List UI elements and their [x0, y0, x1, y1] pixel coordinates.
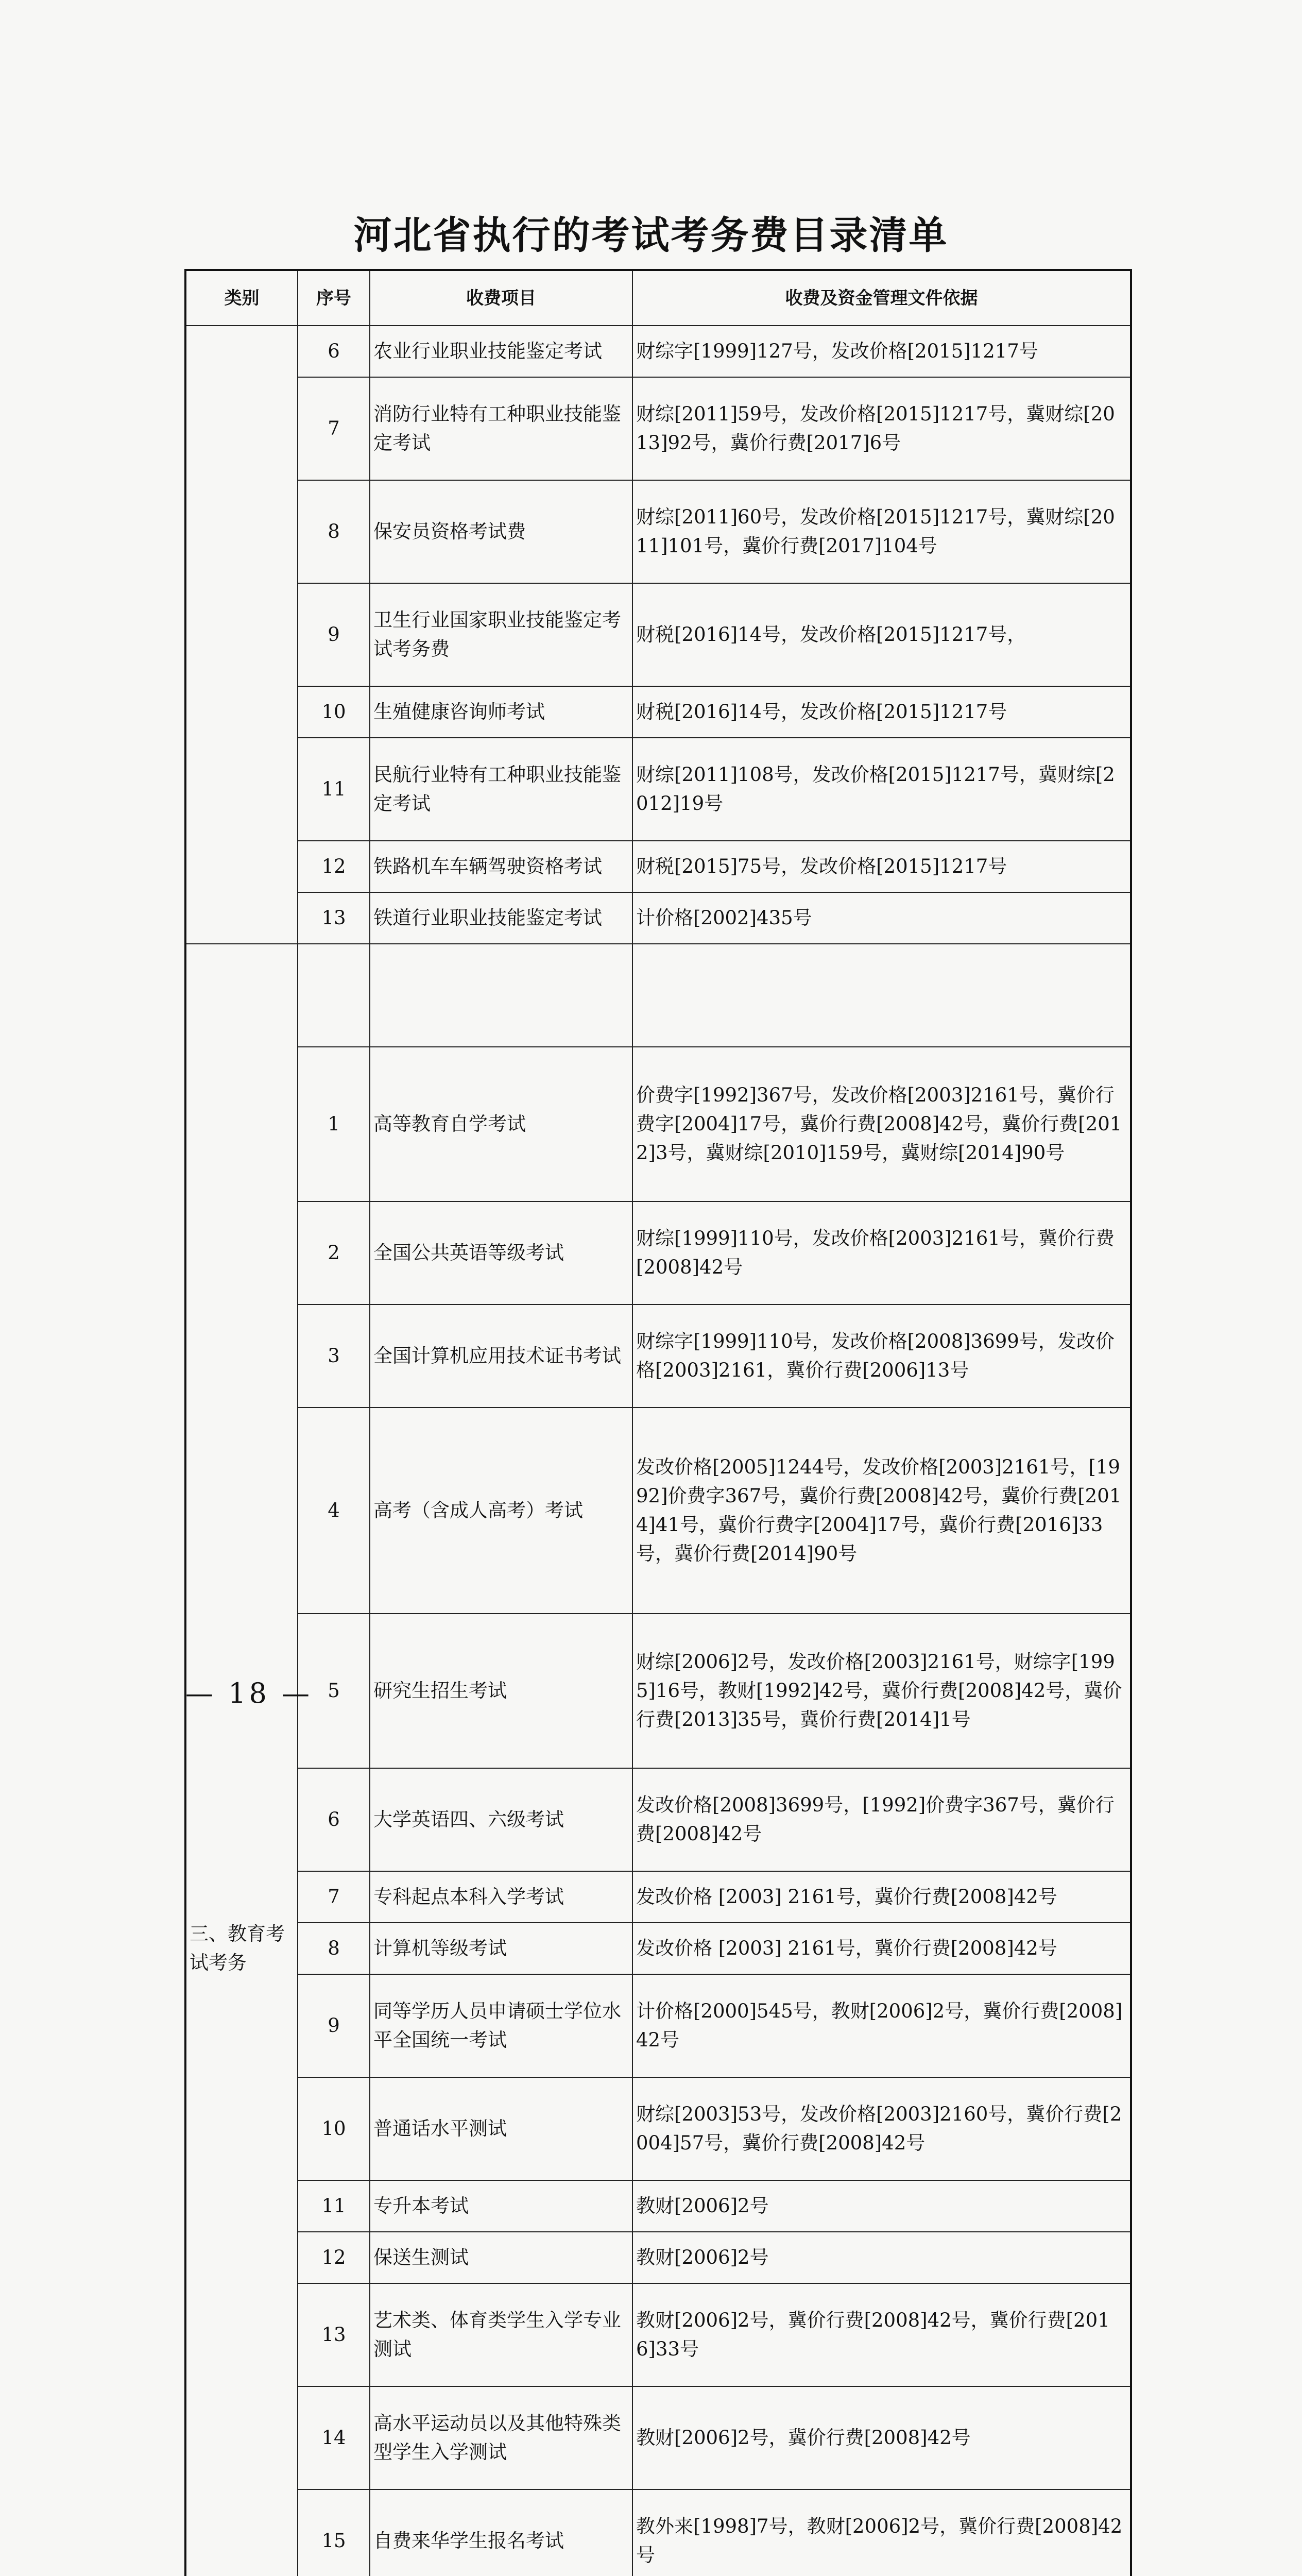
seq-cell: 11 — [298, 2180, 370, 2232]
basis-cell: 财税[2016]14号，发改价格[2015]1217号 — [632, 686, 1131, 738]
table-row — [185, 1201, 1131, 1304]
table-row — [185, 1614, 1131, 1768]
item-cell: 保送生测试 — [370, 2232, 632, 2283]
basis-cell: 计价格[2000]545号，教财[2006]2号，冀价行费[2008]42号 — [632, 1974, 1131, 2077]
item-cell: 铁道行业职业技能鉴定考试 — [370, 892, 632, 944]
table-row — [185, 480, 1131, 583]
table-row — [185, 2386, 1131, 2489]
page-title: 河北省执行的考试考务费目录清单 — [353, 213, 949, 258]
header-seq: 序号 — [298, 270, 370, 326]
table-row — [185, 1923, 1131, 1974]
seq-cell — [298, 944, 370, 1047]
category-cell-previous — [185, 326, 298, 944]
seq-cell: 10 — [298, 2077, 370, 2180]
basis-cell: 财综[2006]2号，发改价格[2003]2161号，财综字[1995]16号，教财[1992]42号，冀价行费[2008]42号，冀价行费[2013]35号，冀价行费[2014]1号 — [632, 1614, 1131, 1768]
seq-cell: 6 — [298, 326, 370, 377]
item-cell: 普通话水平测试 — [370, 2077, 632, 2180]
table-row — [185, 892, 1131, 944]
seq-cell: 7 — [298, 377, 370, 480]
table-row — [185, 2489, 1131, 2576]
basis-cell: 财综[2011]60号，发改价格[2015]1217号，冀财综[2011]101号，冀价行费[2017]104号 — [632, 480, 1131, 583]
item-cell: 大学英语四、六级考试 — [370, 1768, 632, 1871]
basis-cell: 发改价格 [2003] 2161号，冀价行费[2008]42号 — [632, 1923, 1131, 1974]
table-row — [185, 326, 1131, 377]
item-cell: 艺术类、体育类学生入学专业测试 — [370, 2283, 632, 2386]
table-row — [185, 1768, 1131, 1871]
item-cell: 民航行业特有工种职业技能鉴定考试 — [370, 738, 632, 841]
header-category: 类别 — [185, 270, 298, 326]
header-item: 收费项目 — [370, 270, 632, 326]
basis-cell: 财综[2011]59号，发改价格[2015]1217号，冀财综[2013]92号，冀价行费[2017]6号 — [632, 377, 1131, 480]
basis-cell: 财综字[1999]127号，发改价格[2015]1217号 — [632, 326, 1131, 377]
item-cell: 消防行业特有工种职业技能鉴定考试 — [370, 377, 632, 480]
table-header-row — [185, 270, 1131, 326]
basis-cell: 发改价格[2005]1244号，发改价格[2003]2161号，[1992]价费字367号，冀价行费[2008]42号，冀价行费[2014]41号，冀价行费字[2004]17号，冀价行费[2016]33号，冀价行费[2014]90号 — [632, 1408, 1131, 1614]
table-row — [185, 583, 1131, 686]
seq-cell: 4 — [298, 1408, 370, 1614]
seq-cell: 3 — [298, 1304, 370, 1408]
table-row — [185, 2180, 1131, 2232]
header-basis: 收费及资金管理文件依据 — [632, 270, 1131, 326]
table-row — [185, 1871, 1131, 1923]
seq-cell: 12 — [298, 841, 370, 892]
basis-cell: 财综[2003]53号，发改价格[2003]2160号，冀价行费[2004]57号，冀价行费[2008]42号 — [632, 2077, 1131, 2180]
seq-cell: 8 — [298, 480, 370, 583]
table-row — [185, 1047, 1131, 1201]
seq-cell: 12 — [298, 2232, 370, 2283]
item-cell — [370, 944, 632, 1047]
seq-cell: 1 — [298, 1047, 370, 1201]
table-row — [185, 944, 1131, 1047]
table-row — [185, 2232, 1131, 2283]
item-cell: 铁路机车车辆驾驶资格考试 — [370, 841, 632, 892]
basis-cell: 发改价格 [2003] 2161号，冀价行费[2008]42号 — [632, 1871, 1131, 1923]
basis-cell: 发改价格[2008]3699号，[1992]价费字367号，冀价行费[2008]42号 — [632, 1768, 1131, 1871]
basis-cell: 财综[1999]110号，发改价格[2003]2161号，冀价行费[2008]42号 — [632, 1201, 1131, 1304]
table-row — [185, 2283, 1131, 2386]
seq-cell: 15 — [298, 2489, 370, 2576]
table-row — [185, 1408, 1131, 1614]
basis-cell: 教外来[1998]7号，教财[2006]2号，冀价行费[2008]42号 — [632, 2489, 1131, 2576]
item-cell: 生殖健康咨询师考试 — [370, 686, 632, 738]
item-cell: 专升本考试 — [370, 2180, 632, 2232]
seq-cell: 11 — [298, 738, 370, 841]
seq-cell: 7 — [298, 1871, 370, 1923]
item-cell: 自费来华学生报名考试 — [370, 2489, 632, 2576]
item-cell: 计算机等级考试 — [370, 1923, 632, 1974]
basis-cell — [632, 944, 1131, 1047]
seq-cell: 9 — [298, 1974, 370, 2077]
seq-cell: 5 — [298, 1614, 370, 1768]
seq-cell: 14 — [298, 2386, 370, 2489]
item-cell: 全国公共英语等级考试 — [370, 1201, 632, 1304]
basis-cell: 教财[2006]2号，冀价行费[2008]42号，冀价行费[2016]33号 — [632, 2283, 1131, 2386]
table-row — [185, 841, 1131, 892]
item-cell: 高等教育自学考试 — [370, 1047, 632, 1201]
item-cell: 全国计算机应用技术证书考试 — [370, 1304, 632, 1408]
item-cell: 专科起点本科入学考试 — [370, 1871, 632, 1923]
basis-cell: 价费字[1992]367号，发改价格[2003]2161号，冀价行费字[2004]17号，冀价行费[2008]42号，冀价行费[2012]3号，冀财综[2010]159号，冀财综[2014]90号 — [632, 1047, 1131, 1201]
seq-cell: 6 — [298, 1768, 370, 1871]
fee-table — [184, 269, 1132, 2576]
seq-cell: 10 — [298, 686, 370, 738]
basis-cell: 财综字[1999]110号，发改价格[2008]3699号，发改价格[2003]2161，冀价行费[2006]13号 — [632, 1304, 1131, 1408]
seq-cell: 8 — [298, 1923, 370, 1974]
basis-cell: 教财[2006]2号 — [632, 2180, 1131, 2232]
item-cell: 同等学历人员申请硕士学位水平全国统一考试 — [370, 1974, 632, 2077]
basis-cell: 教财[2006]2号，冀价行费[2008]42号 — [632, 2386, 1131, 2489]
table-row — [185, 686, 1131, 738]
table-row — [185, 738, 1131, 841]
table-row — [185, 2077, 1131, 2180]
item-cell: 高水平运动员以及其他特殊类型学生入学测试 — [370, 2386, 632, 2489]
item-cell: 卫生行业国家职业技能鉴定考试考务费 — [370, 583, 632, 686]
seq-cell: 2 — [298, 1201, 370, 1304]
basis-cell: 教财[2006]2号 — [632, 2232, 1131, 2283]
item-cell: 农业行业职业技能鉴定考试 — [370, 326, 632, 377]
basis-cell: 财税[2015]75号，发改价格[2015]1217号 — [632, 841, 1131, 892]
seq-cell: 9 — [298, 583, 370, 686]
item-cell: 高考（含成人高考）考试 — [370, 1408, 632, 1614]
table-row — [185, 1974, 1131, 2077]
page-number: — 18 — — [185, 1677, 313, 1709]
category-cell-education: 三、教育考试考务 — [185, 944, 298, 2576]
table-row — [185, 1304, 1131, 1408]
table-row — [185, 377, 1131, 480]
basis-cell: 计价格[2002]435号 — [632, 892, 1131, 944]
item-cell: 保安员资格考试费 — [370, 480, 632, 583]
basis-cell: 财综[2011]108号，发改价格[2015]1217号，冀财综[2012]19号 — [632, 738, 1131, 841]
item-cell: 研究生招生考试 — [370, 1614, 632, 1768]
basis-cell: 财税[2016]14号，发改价格[2015]1217号， — [632, 583, 1131, 686]
seq-cell: 13 — [298, 892, 370, 944]
seq-cell: 13 — [298, 2283, 370, 2386]
